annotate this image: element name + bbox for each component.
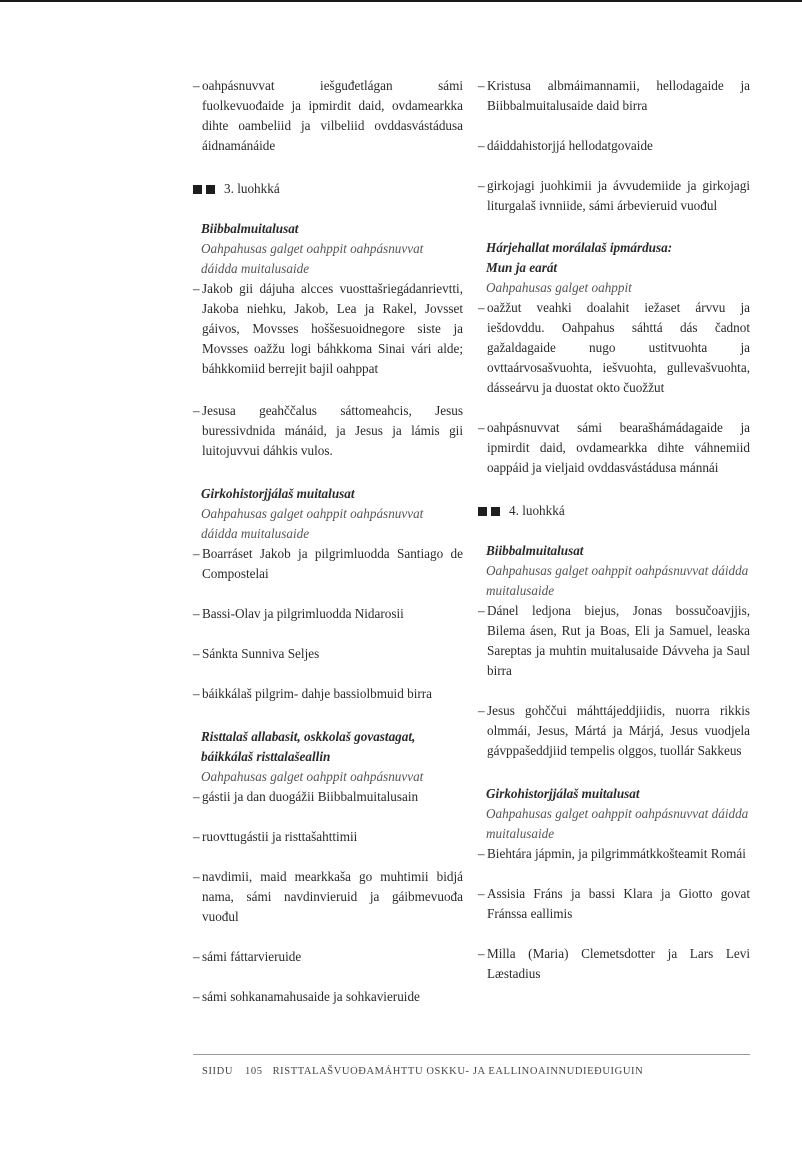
- list-item: – Biehtára jápmin, ja pilgrimmátkkošteamit Romái: [478, 846, 746, 861]
- footer-rule: [193, 1054, 750, 1055]
- page-number: 105: [245, 1066, 263, 1077]
- list-item: – dáiddahistorjjá hellodatgovaide: [478, 138, 653, 153]
- section-title: Risttalaš allabasit, oskkolaš govastagat,: [201, 729, 416, 744]
- section-title: báikkálaš risttalašeallin: [201, 749, 331, 764]
- section-title: Girkohistorjjálaš muitalusat: [486, 786, 640, 801]
- section-intro: Oahpahusas galget oahppit oahpásnuvvat dáidda muitalusaide: [201, 241, 424, 276]
- list-item: – Bassi-Olav ja pilgrimluodda Nidarosii: [193, 606, 404, 621]
- list-item: – oažžut veahki doalahit iežaset árvvu ja iešdovddu. Oahpahus sáhttá dás čadnot gažaldagaide nugo ustitvuohta ja ovttaárvosašvuohta, iešvuohta, gullevašvuohta, dásseárvu ja duostat okto čuožžut: [478, 300, 750, 395]
- list-item: – oahpásnuvvat sámi bearašhámádagaide ja ipmirdit daid, ovdamearkka dihte váhnemiid oappáid ja vieljaid ovddasvástádusa mánnái: [478, 420, 750, 475]
- section-intro: Oahpahusas galget oahppit oahpásnuvvat dáidda muitalusaide: [486, 806, 749, 841]
- section-intro: Oahpahusas galget oahppit oahpásnuvvat dáidda muitalusaide: [486, 563, 749, 598]
- grade-heading: 4. luohkká: [478, 501, 750, 521]
- top-border: [0, 0, 802, 2]
- section-intro: Oahpahusas galget oahppit: [486, 280, 632, 295]
- list-item: – Boarráset Jakob ja pilgrimluodda Santiago de Compostelai: [193, 546, 463, 581]
- square-bullet-icon: [206, 185, 215, 194]
- section-intro: Oahpahusas galget oahppit oahpásnuvvat dáidda muitalusaide: [201, 506, 424, 541]
- list-item: – Jakob gii dájuha alcces vuosttašriegádanrievtti, Jakoba niehku, Jakob, Lea ja Rakel, Jovsset gáivos, Movsses hoššesuoidnegore siste ja Movsses oažžu logi báhkkoma Sinai vári alde; báhkkomiid berrejit bajil oahppat: [193, 281, 463, 376]
- list-item: – girkojagi juohkimii ja ávvudemiide ja girkojagi liturgalaš ivnniide, sámi árbevieruid vuođul: [478, 178, 750, 213]
- list-item: – Jesus gohččui máhttájeddjiidis, nuorra rikkis olmmái, Jesus, Mártá ja Márjá, Jesus vuodjela gávppašeddjiid tempelis olggos, tuollár Sakkeus: [478, 703, 750, 758]
- right-column: [478, 76, 750, 984]
- section-title: Hárjehallat morálalaš ipmárdusa:: [486, 240, 673, 255]
- list-item: – oahpásnuvvat iešguđetlágan sámi fuolkevuođaide ja ipmirdit daid, ovdamearkka dihte oambeliid ja vilbeliid ovddasvástádusa áidnamánáide: [193, 78, 463, 153]
- section-title: Mun ja earát: [486, 260, 558, 275]
- left-column: [193, 76, 463, 1007]
- list-item: – ruovttugástii ja risttašahttimii: [193, 829, 358, 844]
- list-item: – Milla (Maria) Clemetsdotter ja Lars Levi Læstadius: [478, 946, 750, 981]
- page-footer: [202, 1062, 643, 1082]
- grade-heading: 3. luohkká: [193, 179, 463, 199]
- list-item: – báikkálaš pilgrim- dahje bassiolbmuid birra: [193, 686, 432, 701]
- list-item: – navdimii, maid mearkkaša go muhtimii bidjá nama, sámi navdinvieruid ja gáibmevuođa vuođul: [193, 869, 463, 924]
- square-bullet-icon: [478, 507, 487, 516]
- section-title: Biibbalmuitalusat: [486, 543, 584, 558]
- list-item: – gástii ja dan duogážii Biibbalmuitalusain: [193, 789, 419, 804]
- section-title: Biibbalmuitalusat: [201, 221, 299, 236]
- square-bullet-icon: [491, 507, 500, 516]
- list-item: – Jesusa geahččalus sáttomeahcis, Jesus buressivdnida mánáid, ja Jesus ja lámis gii luitojuvvui dáhkis vulos.: [193, 403, 463, 458]
- footer-label: SIIDU: [202, 1066, 233, 1077]
- list-item: – Assisia Fráns ja bassi Klara ja Giotto govat Fránssa eallimis: [478, 886, 750, 921]
- section-title: Girkohistorjjálaš muitalusat: [201, 486, 355, 501]
- section-intro: Oahpahusas galget oahppit oahpásnuvvat: [201, 769, 424, 784]
- list-item: – Sánkta Sunniva Seljes: [193, 646, 320, 661]
- square-bullet-icon: [193, 185, 202, 194]
- list-item: – sámi sohkanamahusaide ja sohkavieruide: [193, 989, 420, 1004]
- list-item: – Kristusa albmáimannamii, hellodagaide ja Biibbalmuitalusaide daid birra: [478, 78, 750, 113]
- list-item: – sámi fáttarvieruide: [193, 949, 302, 964]
- list-item: – Dánel ledjona biejus, Jonas bossučoavjjis, Bilema ásen, Rut ja Boas, Eli ja Samuel, leaska Sareptas ja muhtin muitalusaide Dávveha ja Saul birra: [478, 603, 750, 678]
- footer-title: RISTTALAŠVUOĐAMÁHTTU OSKKU- JA EALLINOAINNUDIEĐUIGUIN: [272, 1066, 644, 1077]
